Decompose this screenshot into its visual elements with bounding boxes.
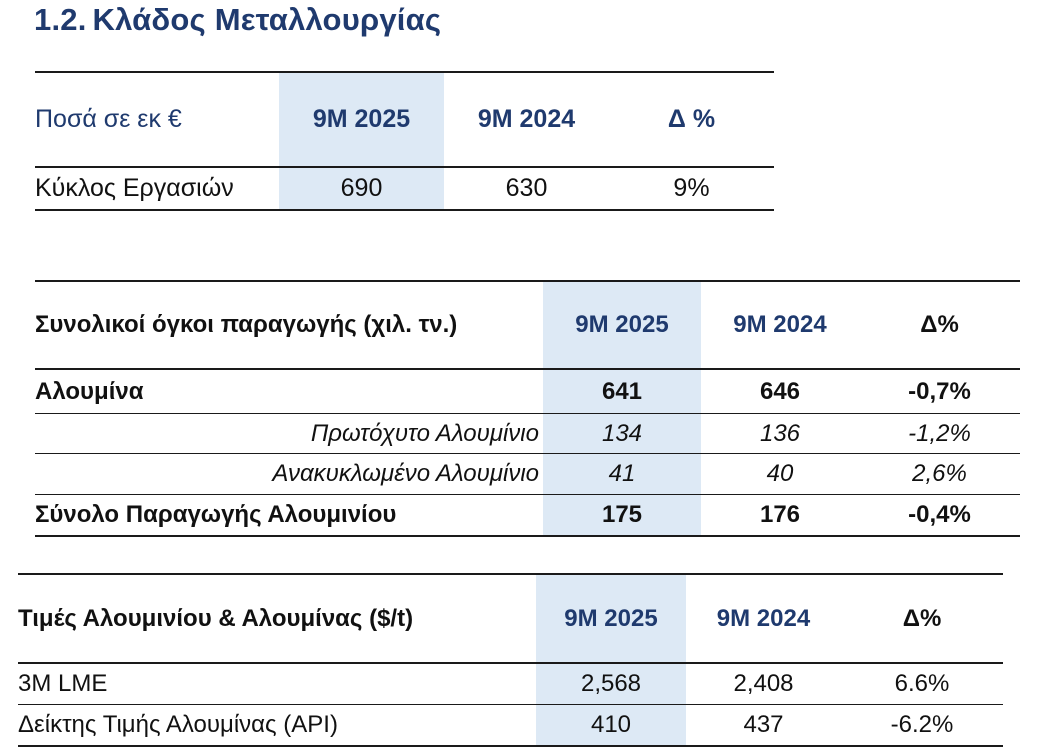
header-label: Συνολικοί όγκοι παραγωγής (χιλ. τν.)	[35, 281, 543, 369]
header-label: Ποσά σε εκ €	[35, 72, 279, 167]
table-row	[35, 369, 1020, 414]
value-9m-2024: 630	[505, 174, 548, 202]
row-label: Ανακυκλωμένο Αλουμίνιο	[35, 454, 543, 495]
value-9m-2024: 437	[743, 711, 784, 738]
revenue-table-header	[35, 72, 774, 167]
header-delta: Δ%	[841, 574, 1003, 663]
value-9m-2024: 176	[701, 495, 859, 537]
value-delta: 2,6%	[859, 454, 1020, 495]
value-9m-2024: 2,408	[686, 663, 841, 705]
header-9m-2024: 9M 2024	[701, 281, 859, 369]
header-label: Τιμές Αλουμινίου & Αλουμίνας ($/t)	[18, 574, 536, 663]
price-table-header	[18, 574, 1003, 663]
value-delta: -1,2%	[859, 414, 1020, 454]
table-row	[35, 167, 774, 210]
value-9m-2025: 41	[543, 454, 701, 495]
row-label: Αλουμίνα	[35, 369, 543, 414]
table-row	[35, 454, 1020, 495]
value-delta: -6.2%	[890, 711, 954, 738]
value-delta: -0,4%	[859, 495, 1020, 537]
header-9m-2025: 9M 2025	[279, 72, 444, 167]
header-9m-2024: 9M 2024	[686, 574, 841, 663]
value-9m-2025: 690	[279, 167, 444, 210]
header-9m-2024: 9M 2024	[444, 72, 609, 167]
table-row	[18, 705, 1003, 747]
row-label: Δείκτης Τιμής Αλουμίνας (API)	[18, 711, 338, 738]
row-label: Πρωτόχυτο Αλουμίνιο	[35, 414, 543, 454]
table-row	[35, 495, 1020, 537]
header-9m-2025: 9M 2025	[543, 281, 701, 369]
value-delta: 9%	[673, 174, 710, 202]
value-9m-2025: 641	[543, 369, 701, 414]
value-delta: 6.6%	[841, 663, 1003, 705]
table-row	[35, 414, 1020, 454]
header-delta: Δ %	[609, 72, 774, 167]
section-title	[34, 2, 441, 38]
header-9m-2025: 9M 2025	[536, 574, 686, 663]
value-9m-2025: 2,568	[536, 663, 686, 705]
row-label: Κύκλος Εργασιών	[35, 174, 234, 202]
row-label: 3M LME	[18, 663, 536, 705]
price-table	[18, 573, 1003, 747]
value-9m-2025: 175	[543, 495, 701, 537]
value-delta: -0,7%	[859, 369, 1020, 414]
production-table-header	[35, 281, 1020, 369]
value-9m-2024: 136	[701, 414, 859, 454]
value-9m-2024: 40	[701, 454, 859, 495]
value-9m-2024: 646	[701, 369, 859, 414]
section-number: 1.2.	[34, 2, 87, 37]
header-delta: Δ%	[859, 281, 1020, 369]
value-9m-2025: 410	[536, 705, 686, 747]
section-title-text: Κλάδος Μεταλλουργίας	[92, 2, 442, 37]
revenue-table	[35, 71, 774, 211]
row-label: Σύνολο Παραγωγής Αλουμινίου	[35, 495, 543, 537]
table-row	[18, 663, 1003, 705]
production-volume-table	[35, 280, 1020, 537]
value-9m-2025: 134	[543, 414, 701, 454]
